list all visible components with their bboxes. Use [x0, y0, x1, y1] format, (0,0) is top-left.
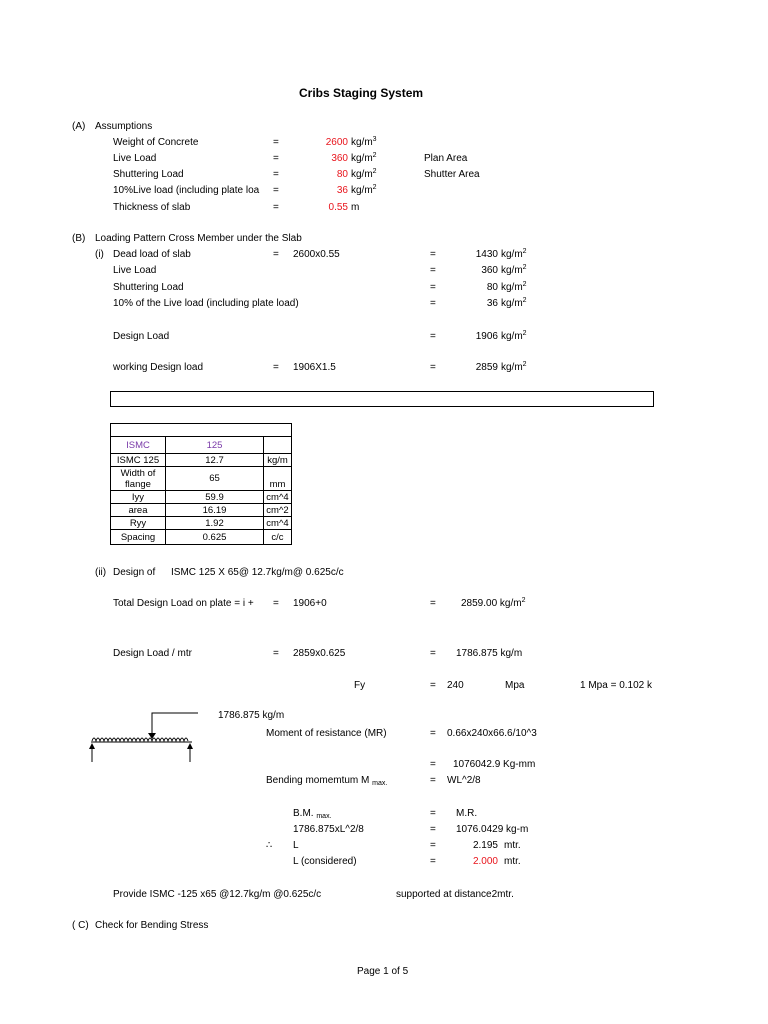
- equals-sign: =: [273, 648, 279, 659]
- assumption-name: Thickness of slab: [113, 202, 191, 213]
- load-expr: 2600x0.55: [293, 249, 340, 260]
- moment-resistance-label: Moment of resistance (MR): [266, 728, 387, 739]
- left-support-arrow-head: [89, 743, 95, 749]
- fy-value: 240: [447, 680, 464, 691]
- l-considered-label: L (considered): [293, 856, 357, 867]
- assumption-note: Plan Area: [424, 153, 468, 164]
- table-cell: [111, 424, 166, 437]
- fy-label: Fy: [354, 680, 366, 691]
- beam-load-diagram: [86, 710, 198, 765]
- design-load-value: 1906: [475, 331, 498, 342]
- moment-resistance-value: 1076042.9 Kg-mm: [453, 759, 536, 770]
- load-value: 80: [486, 282, 498, 293]
- assumption-value: 0.55: [328, 202, 348, 213]
- table-cell: 0.625: [166, 530, 264, 545]
- table-cell: 12.7: [166, 454, 264, 467]
- design-load-unit: $kg/m^2$: [501, 330, 527, 342]
- therefore-symbol: ∴: [266, 840, 273, 851]
- l-squared-label: 1786.875xL^2/8: [293, 824, 364, 835]
- assumption-unit: $kg/m^2$: [351, 168, 377, 180]
- total-design-load-expr: 1906+0: [293, 598, 327, 609]
- fy-unit: Mpa: [505, 680, 525, 691]
- table-cell: Width of flange: [111, 467, 166, 491]
- assumption-unit: $kg/m^2$: [351, 184, 377, 196]
- section-c-label: ( C): [72, 920, 89, 931]
- table-cell: Spacing: [111, 530, 166, 545]
- equals-sign: =: [273, 249, 279, 260]
- equals-sign: =: [430, 362, 436, 373]
- load-name: Dead load of slab: [113, 249, 191, 260]
- l-considered-unit: mtr.: [504, 856, 521, 867]
- table-row: [111, 491, 292, 504]
- equals-sign: =: [273, 185, 279, 196]
- table-cell: Ryy: [111, 517, 166, 530]
- table-cell: kg/m: [264, 454, 292, 467]
- assumption-note: Shutter Area: [424, 169, 480, 180]
- sub-i-label: (i): [95, 249, 104, 260]
- equals-sign: =: [430, 775, 436, 786]
- equals-sign: =: [430, 648, 436, 659]
- load-name: 10% of the Live load (including plate load): [113, 298, 299, 309]
- assumption-value: 80: [336, 169, 348, 180]
- table-row: [111, 530, 292, 545]
- equals-sign: =: [430, 840, 436, 851]
- section-a-heading: Assumptions: [95, 121, 153, 132]
- assumption-unit: m: [351, 202, 360, 213]
- load-unit: $kg/m^2$: [501, 281, 527, 293]
- section-a-label: (A): [72, 121, 86, 132]
- design-load-label: Design Load: [113, 331, 170, 342]
- equals-sign: =: [430, 824, 436, 835]
- table-cell: [264, 424, 292, 437]
- load-value: 1430: [475, 249, 498, 260]
- assumption-name: Live Load: [113, 153, 157, 164]
- fy-note: 1 Mpa = 0.102 k: [580, 680, 652, 691]
- equals-sign: =: [430, 759, 436, 770]
- equals-sign: =: [430, 856, 436, 867]
- assumption-value: 2600: [325, 137, 348, 148]
- assumption-value: 36: [336, 185, 348, 196]
- bm-max-value: M.R.: [456, 808, 478, 819]
- table-cell: 65: [166, 467, 264, 491]
- section-b-label: (B): [72, 233, 86, 244]
- table-row: [111, 504, 292, 517]
- section-c-heading: Check for Bending Stress: [95, 920, 209, 931]
- table-cell: 59.9: [166, 491, 264, 504]
- table-top-row: [111, 424, 292, 437]
- table-cell: cm^2: [264, 504, 292, 517]
- assumption-value: 360: [331, 153, 348, 164]
- assumption-unit: $kg/m^2$: [351, 152, 377, 164]
- table-header-row: [111, 437, 292, 454]
- right-support-arrow-head: [187, 743, 193, 749]
- provide-statement: Provide ISMC -125 x65 @12.7kg/m @0.625c/c: [113, 889, 322, 900]
- design-load-per-mtr-label: Design Load / mtr: [113, 648, 192, 659]
- total-design-load-label: Total Design Load on plate = i +: [113, 598, 254, 609]
- load-name: Live Load: [113, 265, 157, 276]
- equals-sign: =: [273, 137, 279, 148]
- section-b-heading: Loading Pattern Cross Member under the Slab: [95, 233, 302, 244]
- bending-moment-expr: WL^2/8: [447, 775, 481, 786]
- equals-sign: =: [430, 282, 436, 293]
- design-load-per-mtr-expr: 2859x0.625: [293, 648, 346, 659]
- table-cell: mm: [264, 467, 292, 491]
- table-cell: cm^4: [264, 491, 292, 504]
- design-of-value: ISMC 125 X 65@ 12.7kg/m@ 0.625c/c: [171, 567, 344, 578]
- working-load-unit: $kg/m^2$: [501, 361, 527, 373]
- load-unit: $kg/m^2$: [501, 264, 527, 276]
- design-load-per-mtr-value: 1786.875 kg/m: [456, 648, 523, 659]
- equals-sign: =: [430, 728, 436, 739]
- table-row: [111, 454, 292, 467]
- table-cell: c/c: [264, 530, 292, 545]
- l-unit: mtr.: [504, 840, 521, 851]
- bending-moment-label: Bending momemtum M $_{max.}$: [266, 775, 388, 787]
- table-header-cell: ISMC: [111, 437, 166, 454]
- sub-ii-label: (ii): [95, 567, 107, 578]
- total-design-load-value: 2859.00 $kg/m^2$: [461, 597, 526, 609]
- table-header-cell: [264, 437, 292, 454]
- equals-sign: =: [273, 153, 279, 164]
- supported-statement: supported at distance2mtr.: [396, 889, 514, 900]
- l-value: 2.195: [472, 840, 498, 851]
- load-unit: $kg/m^2$: [501, 297, 527, 309]
- table-cell: 16.19: [166, 504, 264, 517]
- assumption-name: Weight of Concrete: [113, 137, 199, 148]
- equals-sign: =: [430, 249, 436, 260]
- page-title: Cribs Staging System: [299, 86, 424, 100]
- table-cell: ISMC 125: [111, 454, 166, 467]
- load-value: 360: [481, 265, 498, 276]
- equals-sign: =: [273, 598, 279, 609]
- equals-sign: =: [430, 298, 436, 309]
- table-cell: cm^4: [264, 517, 292, 530]
- assumption-unit: $kg/m^3$: [351, 136, 377, 148]
- working-load-expr: 1906X1.5: [293, 362, 336, 373]
- working-load-label: working Design load: [113, 362, 204, 373]
- equals-sign: =: [430, 808, 436, 819]
- table-cell: area: [111, 504, 166, 517]
- table-row: [111, 517, 292, 530]
- design-of-label: Design of: [113, 567, 156, 578]
- equals-sign: =: [430, 331, 436, 342]
- load-value: 36: [486, 298, 498, 309]
- ismc-properties-table: [110, 423, 292, 545]
- l-considered-value: 2.000: [472, 856, 498, 867]
- assumption-name: 10%Live load (including plate loa: [113, 185, 260, 196]
- udl-coil: [92, 738, 188, 741]
- table-cell: [166, 424, 264, 437]
- page-number: Page 1 of 5: [357, 966, 409, 977]
- equals-sign: =: [430, 265, 436, 276]
- table-cell: Iyy: [111, 491, 166, 504]
- equals-sign: =: [273, 362, 279, 373]
- load-name: Shuttering Load: [113, 282, 184, 293]
- working-load-value: 2859: [475, 362, 498, 373]
- table-row: [111, 467, 292, 491]
- equals-sign: =: [273, 169, 279, 180]
- empty-box: [110, 391, 654, 407]
- udl-label: 1786.875 kg/m: [218, 710, 285, 721]
- assumption-name: Shuttering Load: [113, 169, 184, 180]
- load-pointer-line: [152, 713, 198, 737]
- bm-max-label: B.M. $_{max.}$: [293, 808, 332, 820]
- equals-sign: =: [273, 202, 279, 213]
- load-unit: $kg/m^2$: [501, 248, 527, 260]
- l-label: L: [293, 840, 299, 851]
- moment-resistance-expr: 0.66x240x66.6/10^3: [447, 728, 537, 739]
- equals-sign: =: [430, 598, 436, 609]
- table-cell: 1.92: [166, 517, 264, 530]
- equals-sign: =: [430, 680, 436, 691]
- l-squared-value: 1076.0429 kg-m: [456, 824, 529, 835]
- table-header-cell: 125: [166, 437, 264, 454]
